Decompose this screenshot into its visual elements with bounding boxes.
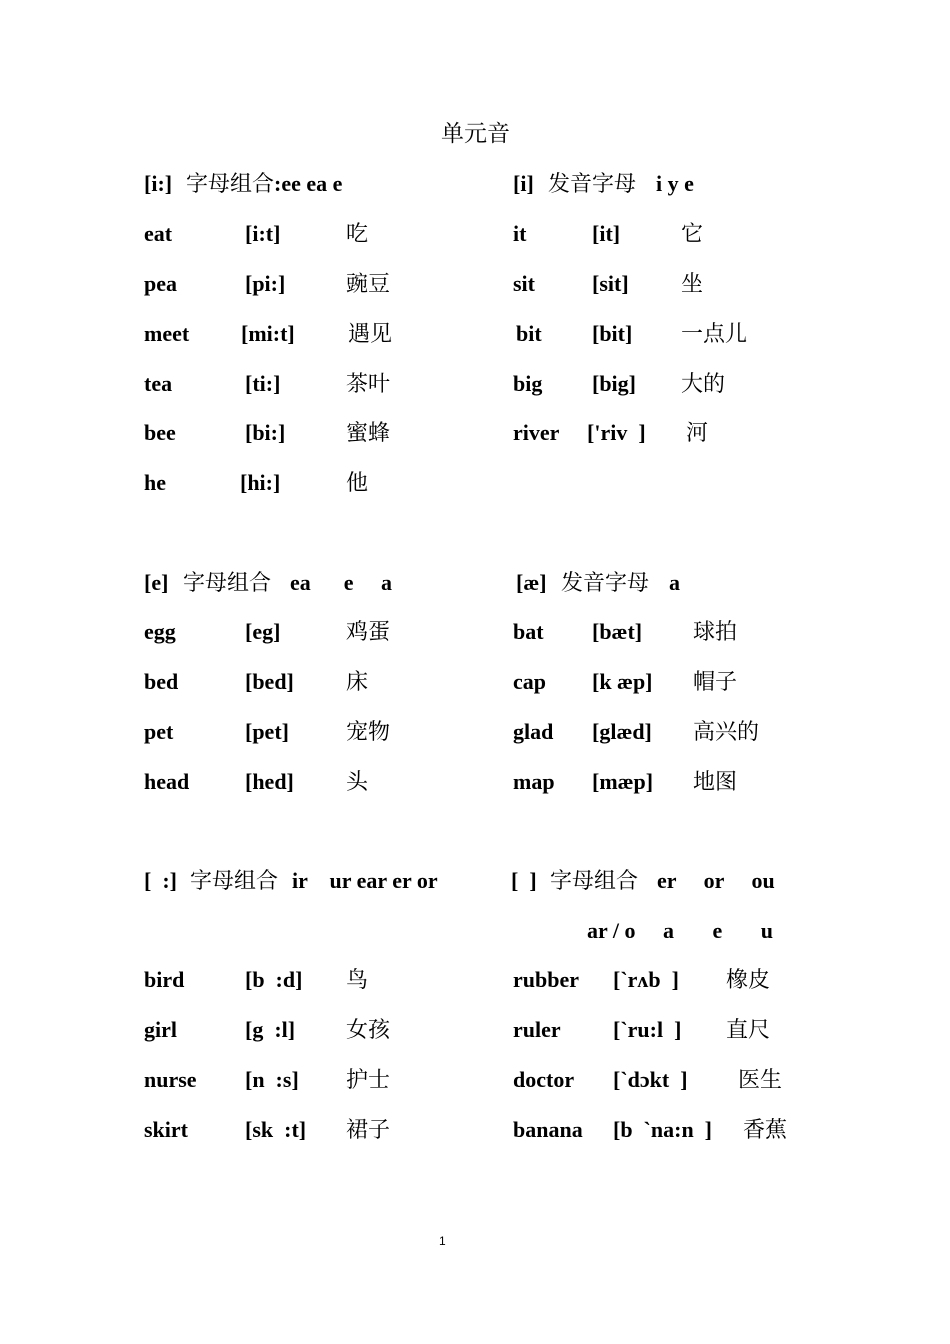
- meaning: 遇见: [348, 321, 393, 346]
- ipa: [n :s]: [245, 1067, 299, 1092]
- meaning: 直尺: [726, 1017, 771, 1042]
- meaning: 护士: [346, 1067, 391, 1092]
- meaning: 他: [346, 470, 369, 495]
- ipa: [glæd]: [592, 719, 652, 744]
- meaning: 帽子: [693, 669, 738, 694]
- vowel-symbol: [ :]: [144, 868, 177, 893]
- ipa: [g :l]: [245, 1017, 296, 1042]
- page-number: 1: [439, 1234, 446, 1248]
- meaning: 香蕉: [743, 1117, 788, 1142]
- ipa: [bæt]: [592, 619, 643, 644]
- header-letters-continued: ar / o a e u: [587, 918, 773, 943]
- meaning: 宠物: [346, 719, 391, 744]
- ipa: [i:t]: [245, 221, 281, 246]
- ipa: [sk :t]: [245, 1117, 307, 1142]
- page-title: 单元音: [441, 121, 510, 146]
- word: eat: [144, 221, 173, 246]
- meaning: 吃: [346, 221, 369, 246]
- word: bee: [144, 420, 176, 445]
- ipa: ['riv ]: [587, 420, 646, 445]
- word: bird: [144, 967, 185, 992]
- word: nurse: [144, 1067, 197, 1092]
- vowel-symbol: [i]: [513, 171, 534, 196]
- vowel-symbol: [e]: [144, 570, 169, 595]
- meaning: 大的: [681, 371, 726, 396]
- ipa: [hed]: [245, 769, 294, 794]
- header-type: 字母组合: [186, 171, 275, 196]
- meaning: 鸡蛋: [346, 619, 391, 644]
- word: rubber: [513, 967, 579, 992]
- ipa: [eg]: [245, 619, 281, 644]
- word: he: [144, 470, 166, 495]
- ipa: [`dɔkt ]: [613, 1067, 688, 1092]
- word: river: [513, 420, 560, 445]
- header-type: 字母组合: [183, 570, 272, 595]
- word: girl: [144, 1017, 177, 1042]
- meaning: 坐: [681, 271, 704, 296]
- word: glad: [513, 719, 554, 744]
- ipa: [b :d]: [245, 967, 303, 992]
- vowel-symbol: [ ]: [511, 868, 537, 893]
- header-letters: ea e a: [290, 570, 393, 595]
- meaning: 医生: [738, 1067, 783, 1092]
- ipa: [it]: [592, 221, 621, 246]
- meaning: 球拍: [693, 619, 738, 644]
- ipa: [sit]: [592, 271, 629, 296]
- word: egg: [144, 619, 176, 644]
- meaning: 橡皮: [726, 967, 771, 992]
- word: ruler: [513, 1017, 561, 1042]
- word: tea: [144, 371, 173, 396]
- meaning: 头: [346, 769, 369, 794]
- meaning: 蜜蜂: [346, 420, 391, 445]
- ipa: [pet]: [245, 719, 289, 744]
- ipa: [pi:]: [245, 271, 286, 296]
- header-letters: i y e: [656, 171, 694, 196]
- header-letters: ir ur ear er or: [292, 868, 438, 893]
- meaning: 床: [346, 669, 369, 694]
- meaning: 女孩: [346, 1017, 391, 1042]
- header-letters: er or ou: [657, 868, 775, 893]
- header-letters: :ee ea e: [274, 171, 343, 196]
- word: pea: [144, 271, 177, 296]
- ipa: [`rʌb ]: [613, 967, 679, 992]
- word: bit: [516, 321, 542, 346]
- vowel-symbol: [æ]: [516, 570, 547, 595]
- word: meet: [144, 321, 190, 346]
- word: bat: [513, 619, 544, 644]
- meaning: 茶叶: [346, 371, 391, 396]
- word: sit: [513, 271, 535, 296]
- word: cap: [513, 669, 546, 694]
- vowel-symbol: [i:]: [144, 171, 173, 196]
- meaning: 裙子: [346, 1117, 391, 1142]
- ipa: [`ru:l ]: [613, 1017, 682, 1042]
- word: pet: [144, 719, 174, 744]
- ipa: [hi:]: [240, 470, 281, 495]
- header-letters: a: [669, 570, 680, 595]
- word: head: [144, 769, 190, 794]
- ipa: [k æp]: [592, 669, 653, 694]
- word: skirt: [144, 1117, 188, 1142]
- ipa: [ti:]: [245, 371, 281, 396]
- word: map: [513, 769, 555, 794]
- meaning: 一点儿: [681, 321, 748, 346]
- word: doctor: [513, 1067, 575, 1092]
- meaning: 它: [681, 221, 704, 246]
- ipa: [big]: [592, 371, 636, 396]
- meaning: 豌豆: [346, 271, 391, 296]
- word: banana: [513, 1117, 583, 1142]
- ipa: [bed]: [245, 669, 294, 694]
- meaning: 高兴的: [693, 719, 760, 744]
- ipa: [bi:]: [245, 420, 286, 445]
- word: bed: [144, 669, 179, 694]
- header-type: 发音字母: [561, 570, 650, 595]
- header-type: 字母组合: [550, 868, 639, 893]
- ipa: [bit]: [592, 321, 633, 346]
- ipa: [mi:t]: [241, 321, 295, 346]
- ipa: [mæp]: [592, 769, 654, 794]
- header-type: 发音字母: [548, 171, 637, 196]
- meaning: 鸟: [346, 967, 369, 992]
- meaning: 地图: [693, 769, 738, 794]
- meaning: 河: [686, 420, 709, 445]
- ipa: [b `na:n ]: [613, 1117, 713, 1142]
- header-type: 字母组合: [190, 868, 279, 893]
- word: it: [513, 221, 527, 246]
- word: big: [513, 371, 543, 396]
